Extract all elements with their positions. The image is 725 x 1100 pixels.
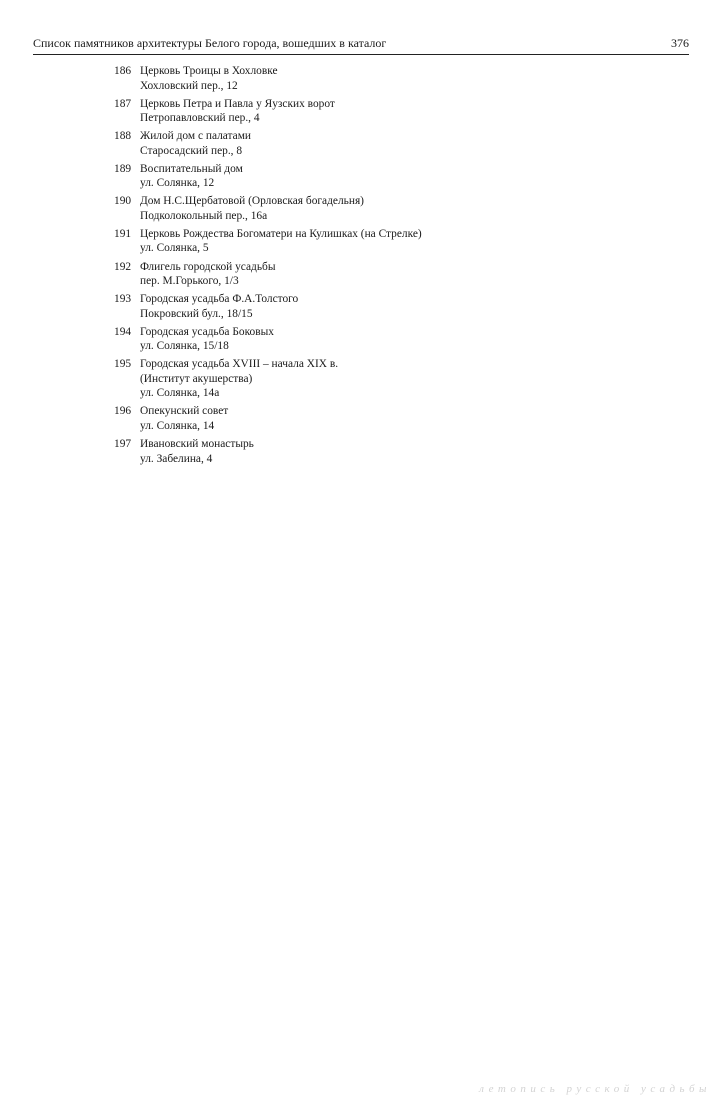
entry-name: Жилой дом с палатами [140, 130, 252, 143]
entry-address: Хохловский пер., 12 [140, 79, 238, 92]
list-item [114, 129, 554, 158]
entry-text [140, 292, 554, 321]
entry-address: ул. Солянка, 14 [140, 419, 215, 432]
watermark: летопись русской усадьбы [479, 1083, 711, 1095]
entry-number: 187 [114, 97, 132, 110]
page-number: 376 [671, 36, 689, 50]
entry-name: Городская усадьба XVIII – начала XIX в. [140, 358, 339, 371]
entry-name: Церковь Рождества Богоматери на Кулишках (на Стрелке) [140, 227, 422, 240]
entry-name: Городская усадьба Боковых [140, 325, 274, 338]
entry-number: 193 [114, 293, 132, 306]
entry-name: Воспитательный дом [140, 162, 243, 175]
page-title: Список памятников архитектуры Белого города, вошедших в каталог [33, 36, 387, 50]
entry-number: 194 [114, 325, 132, 338]
entry-address: ул. Солянка, 15/18 [140, 340, 229, 353]
list-item [114, 97, 554, 126]
entry-text [140, 64, 554, 93]
entry-address: ул. Солянка, 14а [140, 387, 220, 400]
list-item [114, 404, 554, 433]
entry-number: 195 [114, 358, 132, 371]
list-item [114, 325, 554, 354]
list-item [114, 260, 554, 289]
entry-address: Петропавловский пер., 4 [140, 112, 260, 125]
entry-text [140, 325, 554, 354]
entry-text [140, 260, 554, 289]
entry-address: Подколокольный пер., 16а [140, 209, 268, 222]
entry-address: Покровский бул., 18/15 [140, 307, 253, 320]
entry-name: Флигель городской усадьбы [140, 260, 276, 273]
entry-name: Городская усадьба Ф.А.Толстого [140, 293, 299, 306]
entry-text [140, 194, 554, 223]
entry-number: 191 [114, 227, 132, 240]
entry-name: Церковь Троицы в Хохловке [140, 65, 278, 77]
entry-name: Ивановский монастырь [140, 438, 254, 451]
entry-text [140, 227, 554, 256]
monument-list [114, 64, 554, 470]
entry-address: ул. Солянка, 12 [140, 177, 215, 190]
list-item [114, 162, 554, 191]
entry-name: Церковь Петра и Павла у Яузских ворот [140, 97, 335, 110]
entry-text [140, 357, 554, 401]
list-item [114, 227, 554, 256]
entry-number: 190 [114, 195, 132, 208]
list-item [114, 292, 554, 321]
list-item [114, 194, 554, 223]
entry-address: пер. М.Горького, 1/3 [140, 275, 239, 288]
entry-address: ул. Забелина, 4 [140, 452, 213, 465]
entry-address: ул. Солянка, 5 [140, 242, 209, 255]
entry-name: Дом Н.С.Щербатовой (Орловская богадельня) [140, 195, 364, 208]
entry-number: 192 [114, 260, 132, 273]
entry-text [140, 404, 554, 433]
page-header [33, 34, 689, 55]
entry-number: 196 [114, 405, 132, 418]
entry-number: 188 [114, 130, 132, 143]
entry-text [140, 129, 554, 158]
list-item [114, 437, 554, 466]
entry-number: 186 [114, 65, 132, 77]
entry-name: Опекунский совет [140, 405, 229, 418]
list-item [114, 357, 554, 401]
entry-number: 197 [114, 438, 132, 451]
entry-note: (Институт акушерства) [140, 372, 253, 385]
entry-number: 189 [114, 162, 132, 175]
list-item [114, 64, 554, 93]
entry-text [140, 162, 554, 191]
entry-text [140, 97, 554, 126]
entry-address: Старосадский пер., 8 [140, 144, 243, 157]
entry-text [140, 437, 554, 466]
